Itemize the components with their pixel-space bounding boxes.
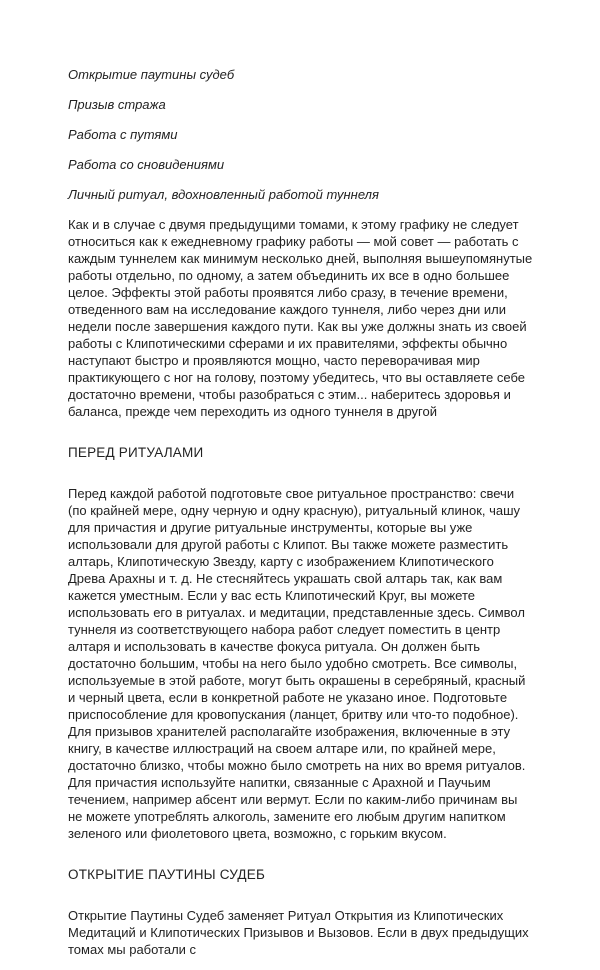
ritual-work-item-guardian-call: Призыв стража [68, 97, 166, 112]
opening-web-of-fates-paragraph: Открытие Паутины Судеб заменяет Ритуал Открытия из Клипотических Медитаций и Клипотических Призывов и Вызовов. Если в двух предыдущих томах мы работали с [68, 908, 529, 957]
ritual-work-item-opening-web: Открытие паутины судеб [68, 67, 235, 82]
section-heading-before-rituals: ПЕРЕД РИТУАЛАМИ [68, 445, 204, 460]
ritual-work-item-dreams: Работа со сновидениями [68, 157, 225, 172]
ritual-work-item-personal-ritual: Личный ритуал, вдохновленный работой туннеля [68, 187, 379, 202]
ritual-work-item-paths: Работа с путями [68, 127, 178, 142]
before-rituals-paragraph: Перед каждой работой подготовьте свое ритуальное пространство: свечи (по крайней мере, одну черную и одну красную), ритуальный клинок, чашу для причастия и другие ритуальные инструменты, которые вы уже использовали для другой работы с Клипот. Вы также можете разместить алтарь, Клипотическую Звезду, карту с изображением Клипотического Древа Арахны и т. д. Не стесняйтесь украшать свой алтарь так, как вам кажется уместным. Если у вас есть Клипотический Круг, вы можете использовать его в ритуалах. и медитации, представленные здесь. Символ туннеля из соответствующего набора работ следует поместить в центр алтаря и использовать в качестве фокуса ритуала. Он должен быть достаточно большим, чтобы на него было удобно смотреть. Все символы, используемые в этой работе, могут быть окрашены в серебряный, красный и черный цвета, если в конкретной работе не указано иное. Подготовьте приспособление для кровопускания (ланцет, бритву или что-то подобное). Для призывов хранителей располагайте изображения, включенные в эту книгу, в качестве иллюстраций на своем алтаре или, по крайней мере, достаточно близко, чтобы можно было смотреть на них во время ритуалов. Для причастия используйте напитки, связанные с Арахной и Паучьим течением, например абсент или вермут. Если по каким-либо причинам вы не можете употреблять алкоголь, замените его любым другим напитком зеленого или фиолетового цвета, возможно, с горьким вкусом. [68, 486, 526, 841]
document-content [68, 66, 533, 970]
intro-paragraph: Как и в случае с двумя предыдущими томами, к этому графику не следует относиться как к ежедневному графику работы — мой совет — работать с каждым туннелем как минимум несколько дней, выполняя вышеупомянутые работы отдельно, по одному, а затем объединить их все в одно большее целое. Эффекты этой работы проявятся либо сразу, в течение времени, отведенного вам на исследование каждого туннеля, либо через дни или недели после завершения каждого пути. Как вы уже должны знать из своей работы с Клипотическими сферами и их правителями, эффекты обычно наступают быстро и проявляются мощно, часто переворачивая мир практикующего с ног на голову, поэтому убедитесь, что вы оставляете себе достаточно времени, чтобы разобраться с этим... наберитесь здоровья и баланса, прежде чем переходить из одного туннеля в другой [68, 217, 533, 419]
section-heading-opening-web-of-fates: ОТКРЫТИЕ ПАУТИНЫ СУДЕБ [68, 867, 266, 882]
ritual-works-list [68, 66, 533, 203]
